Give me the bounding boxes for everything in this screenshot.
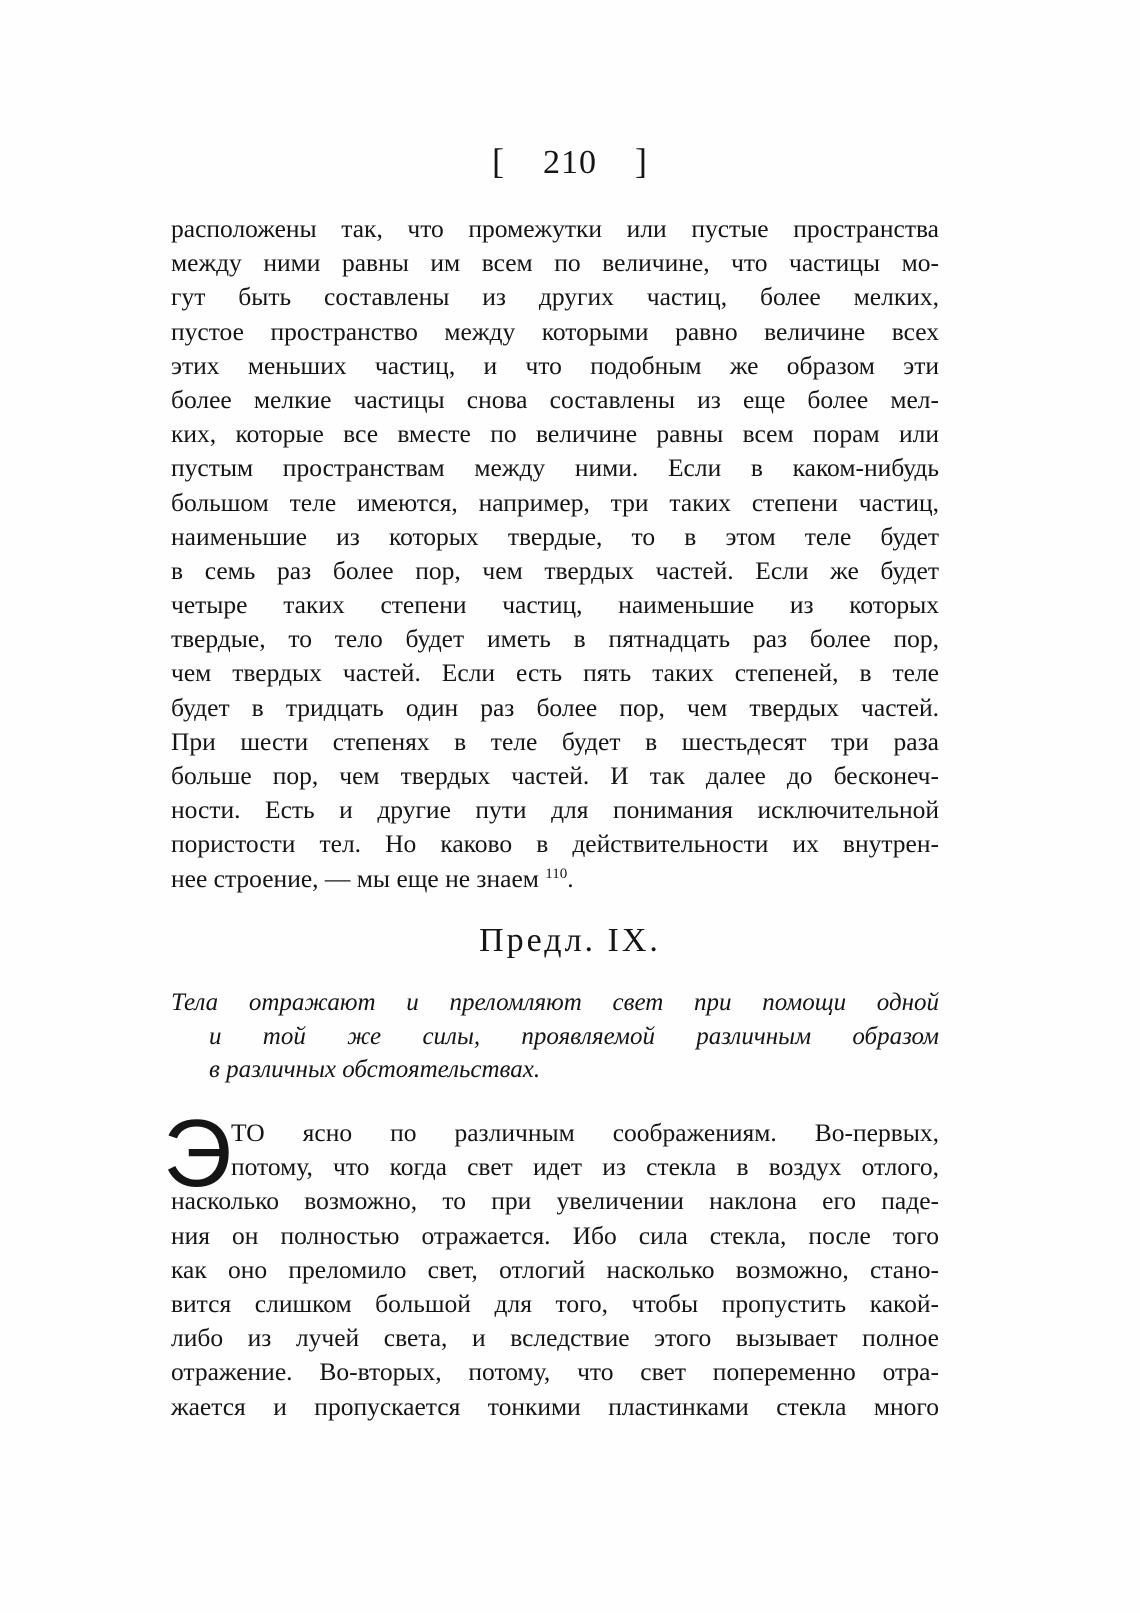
footnote-ref[interactable]: 110 — [545, 865, 568, 882]
text-line: жается и пропускается тонкими пластинками стекла много — [171, 1391, 939, 1421]
page-number-open-bracket: [ — [492, 141, 505, 181]
text-line: будет в тридцать один раз более пор, чем твердых частей. — [171, 692, 939, 722]
text-line: ния он полностью отражается. Ибо сила стекла, после того — [171, 1220, 939, 1250]
text-line: этих меньших частиц, и что подобным же образом эти — [171, 350, 939, 380]
text-line: ТО ясно по различным соображениям. Во-первых, — [231, 1118, 939, 1147]
text-line: вится слишком большой для того, чтобы пропустить какой- — [171, 1288, 939, 1318]
page-number — [0, 140, 1140, 182]
last-line-end: . — [567, 863, 574, 893]
text-line: либо из лучей света, и вследствие этого вызывает полное — [171, 1323, 939, 1353]
text-line: пустое пространство между которыми равно величине всех — [171, 316, 939, 346]
text-line: ности. Есть и другие пути для понимания исключительной — [171, 795, 939, 825]
text-line: как оно преломило свет, отлогий насколько возможно, стано- — [171, 1254, 939, 1284]
text-line: пористости тел. Но каково в действительности их внутрен- — [171, 829, 939, 859]
text-line: наименьшие из которых твердые, то в этом теле будет — [171, 521, 939, 551]
text-line: большом теле имеются, например, три таких степени частиц, — [171, 487, 939, 517]
text-line: больше пор, чем твердых частей. И так далее до бесконеч- — [171, 761, 939, 790]
last-line-text: нее строение, — мы еще не знаем — [171, 863, 539, 893]
proposition-statement — [171, 986, 939, 1087]
drop-cap: Э — [163, 1100, 232, 1207]
text-line: потому, что когда свет идет из стекла в воздух отлого, — [231, 1152, 939, 1182]
text-line: гут быть составлены из других частиц, более мелких, — [171, 282, 939, 312]
page-number-close-bracket: ] — [635, 141, 648, 181]
text-line: отражение. Во-вторых, потому, что свет попеременно отра- — [171, 1357, 939, 1387]
proposition-line: и той же силы, проявляемой различным образом — [209, 1022, 939, 1050]
paragraph-top — [171, 212, 939, 896]
section-heading: Предл. IX. — [479, 922, 661, 959]
paragraph-bottom — [171, 1116, 939, 1424]
text-line-last — [171, 862, 939, 896]
text-line: между ними равны им всем по величине, что частицы мо- — [171, 248, 939, 278]
text-line: твердые, то тело будет иметь в пятнадцать раз более пор, — [171, 624, 939, 654]
text-line: пустым пространствам между ними. Если в каком-нибудь — [171, 453, 939, 483]
proposition-line: Тела отражают и преломляют свет при помощи одной — [171, 989, 939, 1016]
text-line: более мелкие частицы снова составлены из еще более мел- — [171, 384, 939, 414]
text-line: При шести степенях в теле будет в шестьдесят три раза — [171, 726, 939, 756]
text-line: в семь раз более пор, чем твердых частей. Если же будет — [171, 555, 939, 585]
text-line: чем твердых частей. Если есть пять таких степеней, в теле — [171, 658, 939, 688]
text-line: четыре таких степени частиц, наименьшие из которых — [171, 590, 939, 620]
text-line: расположены так, что промежутки или пустые пространства — [171, 214, 939, 243]
proposition-line: в различных обстоятельствах. — [209, 1056, 541, 1083]
page-number-value: 210 — [543, 144, 597, 181]
text-line: ких, которые все вместе по величине равны всем порам или — [171, 419, 939, 449]
text-line: насколько возможно, то при увеличении наклона его паде- — [171, 1186, 939, 1216]
